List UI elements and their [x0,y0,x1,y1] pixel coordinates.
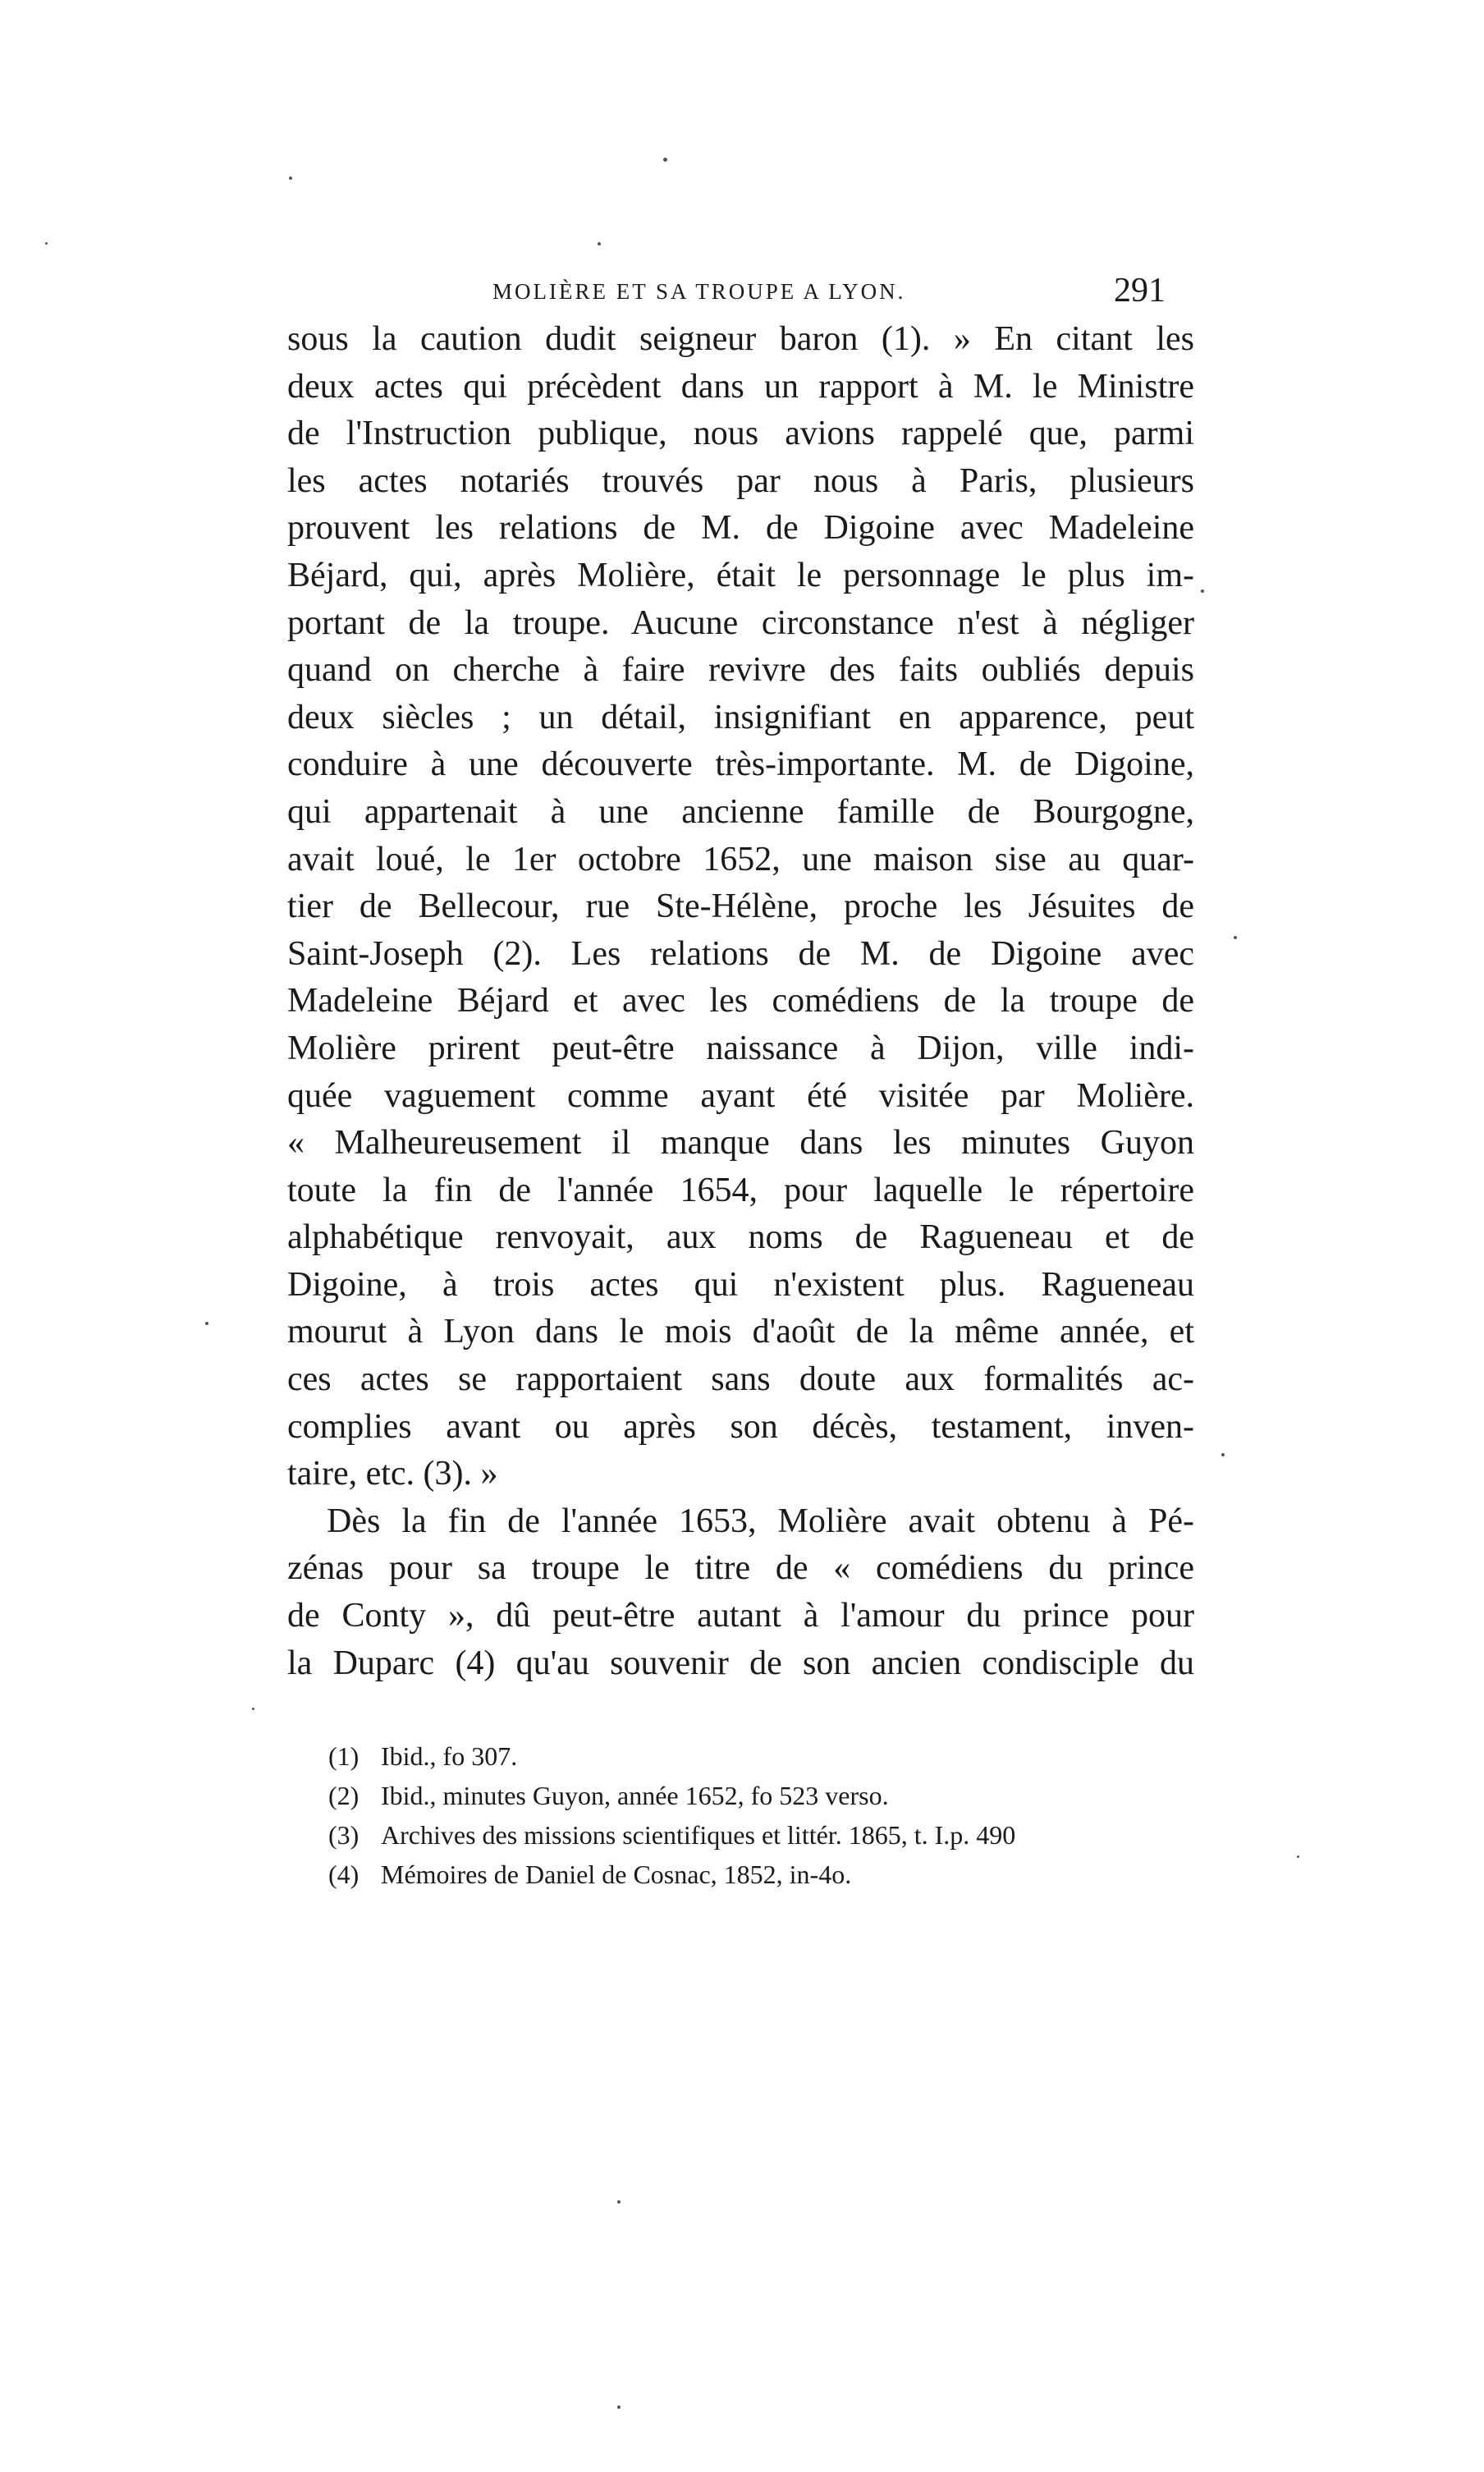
footnote-number: (3) [328,1820,360,1850]
text-line: Dès la fin de l'année 1653, Molière avait obtenu à Pé- [327,1502,1194,1540]
text-line: quée vaguement comme ayant été visitée par Molière. [287,1076,1194,1115]
body-text [287,316,1194,1687]
footnote-number: (2) [328,1781,360,1810]
text-line: Madeleine Béjard et avec les comédiens de la troupe de [287,982,1194,1020]
footnote-number: (1) [328,1741,360,1771]
text-line: de Conty », dû peut-être autant à l'amour du prince pour [287,1597,1194,1635]
text-line: conduire à une découverte très-importante. M. de Digoine, [287,745,1194,784]
text-line: de l'Instruction publique, nous avions rappelé que, parmi [287,415,1194,453]
footnote [328,1736,1215,1776]
text-line: avait loué, le 1er octobre 1652, une maison sise au quar- [287,840,1194,878]
text-line: sous la caution dudit seigneur baron (1). » En citant les [287,320,1194,358]
text-line: Digoine, à trois actes qui n'existent plus. Ragueneau [287,1265,1194,1304]
text-line: tier de Bellecour, rue Ste-Hélène, proche les Jésuites de [287,887,1194,926]
page-number: 291 [1114,272,1166,310]
footnote-text: Ibid., fo 307. [381,1741,518,1771]
text-line: Saint-Joseph (2). Les relations de M. de Digoine avec [287,934,1194,973]
text-line: toute la fin de l'année 1654, pour laquelle le répertoire [287,1171,1194,1209]
text-line: ces actes se rapportaient sans doute aux formalités ac- [287,1360,1194,1399]
text-line: Molière prirent peut-être naissance à Dijon, ville indi- [287,1029,1194,1067]
text-line: zénas pour sa troupe le titre de « comédiens du prince [287,1549,1194,1588]
text-line: prouvent les relations de M. de Digoine avec Madeleine [287,509,1194,548]
text-line: mourut à Lyon dans le mois d'août de la même année, et [287,1313,1194,1351]
footnotes [328,1736,1215,1894]
running-header [492,271,1166,312]
text-line: taire, etc. (3). » [287,1455,498,1493]
text-line: deux actes qui précèdent dans un rapport à M. le Ministre [287,367,1194,406]
footnote-number: (4) [328,1860,360,1889]
text-line: la Duparc (4) qu'au souvenir de son ancien condisciple du [287,1644,1194,1682]
footnote-text: Ibid., minutes Guyon, année 1652, fo 523 verso. [381,1781,889,1810]
text-line: alphabétique renvoyait, aux noms de Ragueneau et de [287,1218,1194,1257]
text-line: quand on cherche à faire revivre des faits oubliés depuis [287,651,1194,690]
text-line: qui appartenait à une ancienne famille de Bourgogne, [287,792,1194,831]
footnote [328,1815,1215,1855]
running-title: MOLIÈRE ET SA TROUPE A LYON. [492,279,906,304]
text-line: deux siècles ; un détail, insignifiant en apparence, peut [287,698,1194,736]
footnote [328,1855,1215,1894]
footnote-text: Mémoires de Daniel de Cosnac, 1852, in-4o. [381,1860,852,1889]
text-line: « Malheureusement il manque dans les minutes Guyon [287,1124,1194,1163]
text-line: Béjard, qui, après Molière, était le personnage le plus im- [287,556,1194,594]
text-line: portant de la troupe. Aucune circonstance n'est à négliger [287,603,1194,642]
footnote-text: Archives des missions scientifiques et littér. 1865, t. I.p. 490 [381,1820,1016,1850]
text-line: complies avant ou après son décès, testament, inven- [287,1407,1194,1446]
footnote [328,1776,1215,1815]
text-line: les actes notariés trouvés par nous à Paris, plusieurs [287,461,1194,500]
